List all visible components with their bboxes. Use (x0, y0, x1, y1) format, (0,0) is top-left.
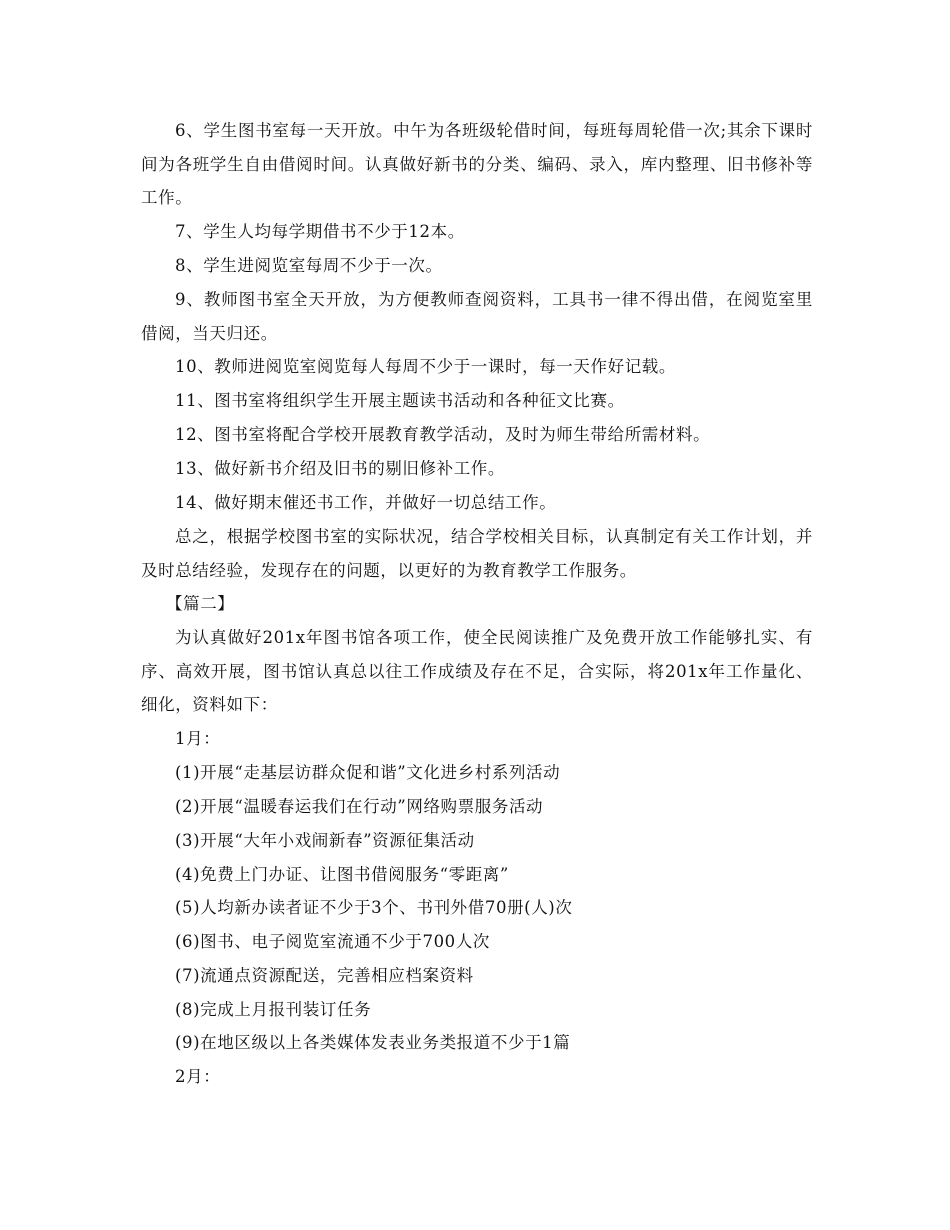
paragraph-14: 14、做好期末催还书工作，并做好一切总结工作。 (175, 493, 557, 512)
month-2-label: 2月： (175, 1067, 221, 1086)
list-item: (4)免费上门办证、让图书借阅服务“零距离” (175, 865, 509, 884)
paragraph-13: 13、做好新书介绍及旧书的剔旧修补工作。 (175, 459, 505, 478)
list-item: (1)开展“走基层访群众促和谐”文化进乡村系列活动 (175, 763, 561, 782)
paragraph-9: 9、教师图书室全天开放，为方便教师查阅资料，工具书一律不得出借，在阅览室里借阅，当天归还。 (141, 290, 813, 343)
list-item: (5)人均新办读者证不少于3个、书刊外借70册(人)次 (175, 898, 573, 917)
list-item: (2)开展“温暖春运我们在行动”网络购票服务活动 (175, 797, 544, 816)
intro-paragraph: 为认真做好201x年图书馆各项工作，使全民阅读推广及免费开放工作能够扎实、有序、高效开展，图书馆认真总以往工作成绩及存在不足，合实际，将201x年工作量化、细化，资料如下： (141, 628, 813, 714)
list-item: (7)流通点资源配送，完善相应档案资料 (175, 966, 474, 985)
paragraph-10: 10、教师进阅览室阅览每人每周不少于一课时，每一天作好记载。 (175, 357, 676, 376)
list-item: (9)在地区级以上各类媒体发表业务类报道不少于1篇 (175, 1033, 571, 1052)
paragraph-11: 11、图书室将组织学生开展主题读书活动和各种征文比赛。 (175, 391, 625, 410)
paragraph-8: 8、学生进阅览室每周不少于一次。 (175, 256, 443, 275)
list-item: (3)开展“大年小戏闹新春”资源征集活动 (175, 831, 475, 850)
section-heading: 【篇二】 (166, 594, 235, 613)
summary-paragraph: 总之，根据学校图书室的实际状况，结合学校相关目标，认真制定有关工作计划，并及时总结经验，发现存在的问题，以更好的为教育教学工作服务。 (141, 527, 813, 580)
paragraph-6: 6、学生图书室每一天开放。中午为各班级轮借时间，每班每周轮借一次;其余下课时间为各班学生自由借阅时间。认真做好新书的分类、编码、录入，库内整理、旧书修补等工作。 (141, 121, 813, 207)
paragraph-7: 7、学生人均每学期借书不少于12本。 (175, 222, 465, 241)
paragraph-12: 12、图书室将配合学校开展教育教学活动，及时为师生带给所需材料。 (175, 425, 711, 444)
list-item: (8)完成上月报刊装订任务 (175, 1000, 372, 1019)
list-item: (6)图书、电子阅览室流通不少于700人次 (175, 932, 490, 951)
month-1-label: 1月： (175, 729, 221, 748)
